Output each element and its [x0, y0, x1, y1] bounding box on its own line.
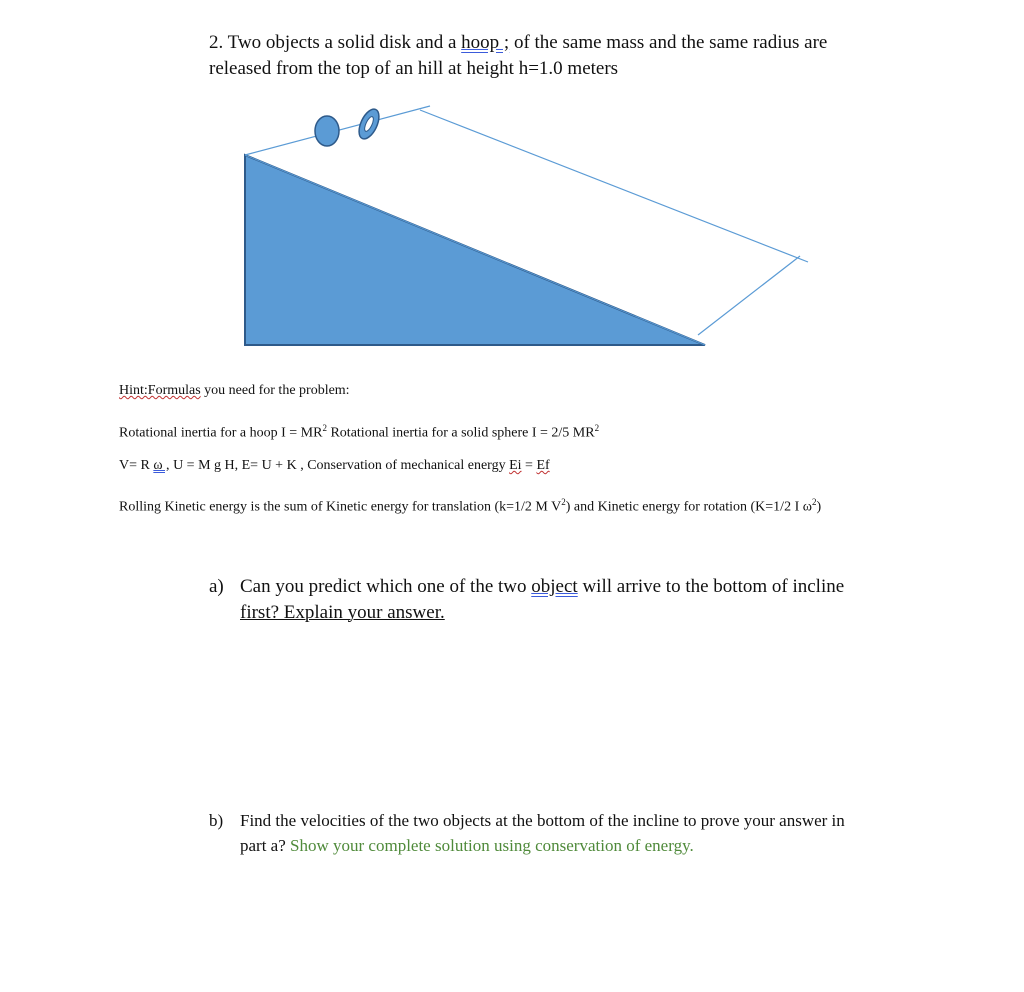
- translational-ke-text: Rolling Kinetic energy is the sum of Kinetic energy for translation (k=1/2 M V: [119, 499, 562, 515]
- part-b-text-a: part a?: [240, 836, 291, 855]
- velocity-text: V= R: [119, 458, 154, 473]
- sphere-inertia-text: Rotational inertia for a solid sphere I = 2/5 MR: [326, 425, 595, 441]
- hint-label: Hint:Formulas: [119, 383, 201, 398]
- part-b-line-1: Find the velocities of the two objects at the bottom of the incline to prove your answer in: [240, 811, 845, 830]
- part-a-text-c: first? Explain your answer.: [240, 602, 445, 623]
- hint-line-1: [119, 418, 599, 444]
- omega-symbol: ω ,: [153, 458, 170, 473]
- superscript: 2: [561, 497, 566, 507]
- rotational-ke-text: ) and Kinetic energy for rotation (K=1/2 I ω: [565, 499, 812, 515]
- question-line-2: released from the top of an hill at height h=1.0 meters: [209, 58, 619, 79]
- hoop-icon: [355, 106, 383, 142]
- part-a-line-2: [240, 600, 445, 626]
- question-text-b: of the same mass and the same radius are: [509, 32, 828, 53]
- superscript: 2: [811, 497, 817, 507]
- question-text-a: Two objects a solid disk and a: [227, 32, 462, 53]
- hoop-inertia-text: Rotational inertia for a hoop I = MR: [119, 425, 323, 441]
- hint-line-2: [119, 456, 550, 476]
- superscript: 2: [594, 423, 600, 433]
- closing-paren: ): [816, 499, 822, 515]
- hint-line-3: [119, 492, 821, 518]
- part-a-label: a): [209, 576, 224, 597]
- hint-label-rest: you need for the problem:: [200, 383, 350, 398]
- initial-energy: Ei: [509, 458, 522, 473]
- part-a-text-a: Can you predict which one of the two: [240, 576, 532, 597]
- part-b-instruction: Show your complete solution using conservation of energy.: [290, 836, 694, 855]
- equals-sign: =: [521, 458, 537, 473]
- part-b-label: b): [209, 811, 224, 830]
- part-a-text-b: will arrive to the bottom of incline: [577, 576, 845, 597]
- energy-text: U = M g H, E= U + K , Conservation of mechanical energy: [169, 458, 510, 473]
- top-far-line: [420, 110, 808, 262]
- superscript: 2: [322, 423, 327, 433]
- part-b-line-2: [240, 833, 694, 859]
- bottom-edge-line: [698, 256, 800, 335]
- hoop-word: hoop ;: [461, 32, 510, 53]
- final-energy: Ef: [536, 458, 550, 473]
- part-a-line-1: [240, 574, 844, 600]
- question-number: 2.: [209, 32, 224, 53]
- object-word: object: [531, 576, 578, 597]
- hint-heading: [119, 381, 350, 401]
- solid-disk-icon: [315, 116, 339, 146]
